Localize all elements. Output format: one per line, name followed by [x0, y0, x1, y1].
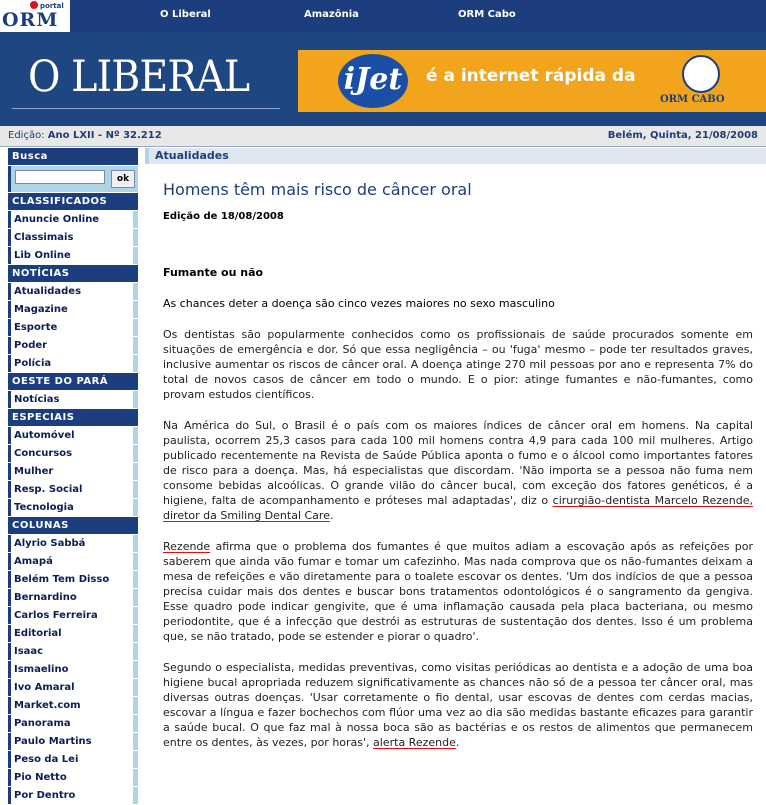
sidebar-item-atualidades[interactable]: Atualidades [8, 283, 138, 300]
article-paragraph [163, 660, 753, 750]
sidebar-item-esporte[interactable]: Esporte [8, 319, 138, 336]
section-title-bar: Atualidades [145, 148, 766, 164]
sidebar-item-carlos-ferreira[interactable]: Carlos Ferreira [8, 607, 138, 624]
sidebar-item-amapa[interactable]: Amapá [8, 553, 138, 570]
ijet-ad-banner[interactable] [298, 50, 766, 112]
ijet-logo-icon: iJet [338, 54, 408, 108]
sidebar-item-ismaelino[interactable]: Ismaelino [8, 661, 138, 678]
highlighted-name: Rezende [163, 540, 211, 553]
masthead-divider [12, 108, 280, 109]
masthead [0, 32, 766, 126]
article-subtitle: As chances deter a doença são cinco vezes maiores no sexo masculino [163, 297, 555, 310]
sidebar-item-alyrio-sabba[interactable]: Alyrio Sabbá [8, 535, 138, 552]
paragraph-text: Na América do Sul, o Brasil é o país com os maiores índices de câncer oral em homens. Na capital paulista, ocorrem 25,3 casos para cada 100 mil homens contra 4,9 para cada 100 mil mulheres. Artigo publicado recentemente na Revista de Saúde Pública aponta o fumo e o álcool como importantes fatores de risco para a doença. Mas, há especialistas que discordam. 'Não importa se a pessoa não fuma nem consome bebidas alcoólicas. O grande vilão do câncer bucal, com exceção dos fatores genéticos, é a higiene, falta de acompanhamento e próteses mal adaptadas', diz o [163, 419, 753, 507]
nav-link-orm-cabo[interactable]: ORM Cabo [458, 9, 516, 20]
sidebar-item-editorial[interactable]: Editorial [8, 625, 138, 642]
article-headline: Homens têm mais risco de câncer oral [163, 180, 472, 199]
sidebar-item-resp-social[interactable]: Resp. Social [8, 481, 138, 498]
sidebar-item-peso-da-lei[interactable]: Peso da Lei [8, 751, 138, 768]
article-paragraph: Os dentistas são popularmente conhecidos como os profissionais de saúde procurados somente em situações de emergência e dor. Só que essa negligência – ou 'fuga' mesmo – pode ter resultados graves, inclusive aumentar os riscos de câncer oral. A doença atinge 270 mil pessoas por ano e representa 7% do total de novos casos de câncer em todo o mundo. E o pior: atinge fumantes e não-fumantes, como provam estudos científicos. [163, 328, 753, 401]
orm-portal-logo[interactable] [0, 0, 70, 32]
sidebar-item-market-com[interactable]: Market.com [8, 697, 138, 714]
banner-slogan: é a internet rápida da [426, 66, 636, 86]
sidebar-item-anuncie-online[interactable]: Anuncie Online [8, 211, 138, 228]
paragraph-end: . [455, 736, 460, 749]
paragraph-text: afirma que o problema dos fumantes é que muitos adiam a escovação após as refeições por saberem que ainda vão fumar e tomar um cafezinho. Mas nada comprova que os não-fumantes deixam a mesa de refeições e vão diretamente para o toalete escovar os dentes. 'Um dos indícios de que a pessoa precisa cuidar mais dos dentes e buscar bons tratamentos odontológicos é o sangramento da gengiva. Esse quadro pode indicar gengivite, que é uma inflamação causada pela placa bacteriana, ou mesmo periodontite, que é a infecção que destrói as estruturas de sustentação dos dentes. Isso é um problema que, se não tratado, pode se estender e piorar o quadro'. [163, 540, 753, 643]
sidebar-item-panorama[interactable]: Panorama [8, 715, 138, 732]
nav-link-amazonia[interactable]: Amazônia [304, 9, 359, 20]
edition-info-bar [0, 126, 766, 147]
article-paragraph [163, 418, 753, 523]
sidebar-item-belem-tem-disso[interactable]: Belém Tem Disso [8, 571, 138, 588]
sidebar-item-por-dentro[interactable]: Por Dentro [8, 787, 138, 804]
article-paragraph [163, 539, 753, 644]
article [163, 180, 753, 766]
sidebar-item-magazine[interactable]: Magazine [8, 301, 138, 318]
sidebar-item-pio-netto[interactable]: Pio Netto [8, 769, 138, 786]
newspaper-title[interactable]: O LIBERAL [28, 52, 250, 102]
sidebar-item-automovel[interactable]: Automóvel [8, 427, 138, 444]
sidebar [8, 148, 138, 805]
sidebar-item-ivo-amaral[interactable]: Ivo Amaral [8, 679, 138, 696]
article-edition-date: Edição de 18/08/2008 [163, 211, 284, 222]
portal-label: portal [30, 1, 64, 10]
search-ok-button[interactable]: ok [111, 170, 135, 188]
search-heading: Busca [8, 148, 138, 165]
sidebar-item-policia[interactable]: Polícia [8, 355, 138, 372]
sidebar-item-bernardino[interactable]: Bernardino [8, 589, 138, 606]
group-heading-noticias: NOTÍCIAS [8, 265, 138, 282]
portal-dot-icon [30, 1, 38, 9]
date-info: Belém, Quinta, 21/08/2008 [607, 130, 758, 141]
globe-icon [682, 55, 720, 93]
group-heading-especiais: ESPECIAIS [8, 409, 138, 426]
sidebar-item-poder[interactable]: Poder [8, 337, 138, 354]
banner-brand: ORM CABO [660, 94, 725, 105]
highlighted-source-name: cirurgião-dentista Marcelo Rezende, diretor da Smiling Dental Care [163, 494, 753, 522]
group-heading-oeste-do-para: OESTE DO PARÁ [8, 373, 138, 390]
sidebar-item-lib-online[interactable]: Lib Online [8, 247, 138, 264]
top-nav-bar [0, 0, 766, 32]
paragraph-end: . [329, 509, 334, 522]
edition-info: Edição: Ano LXII - Nº 32.212 [8, 130, 162, 141]
sidebar-item-concursos[interactable]: Concursos [8, 445, 138, 462]
orm-logo-text: ORM [2, 9, 59, 31]
sidebar-item-classimais[interactable]: Classimais [8, 229, 138, 246]
sidebar-item-mulher[interactable]: Mulher [8, 463, 138, 480]
nav-link-o-liberal[interactable]: O Liberal [160, 9, 211, 20]
sidebar-item-isaac[interactable]: Isaac [8, 643, 138, 660]
group-heading-colunas: COLUNAS [8, 517, 138, 534]
article-subhead: Fumante ou não [163, 266, 264, 279]
search-box [8, 166, 138, 192]
highlighted-quote-attribution: alerta Rezende [373, 736, 456, 749]
sidebar-item-noticias[interactable]: Notícias [8, 391, 138, 408]
group-heading-classificados: CLASSIFICADOS [8, 193, 138, 210]
search-input[interactable] [15, 170, 105, 184]
sidebar-item-tecnologia[interactable]: Tecnologia [8, 499, 138, 516]
paragraph-text: Segundo o especialista, medidas preventivas, como visitas periódicas ao dentista e a adoção de uma boa higiene bucal apropriada reduzem significativamente as chances não só de a pessoa ter câncer oral, mas diversas outras doenças. 'Usar corretamente o fio dental, usar escovas de dentes com cerdas macias, escovar a língua e fazer bochechos com flúor uma vez ao dia são medidas bastante eficazes para garantir a saúde bucal. O que faz mal à nossa boca são as bactérias e os restos de alimentos que permanecem entre os dentes, às vezes, por horas', [163, 661, 753, 749]
sidebar-item-paulo-martins[interactable]: Paulo Martins [8, 733, 138, 750]
